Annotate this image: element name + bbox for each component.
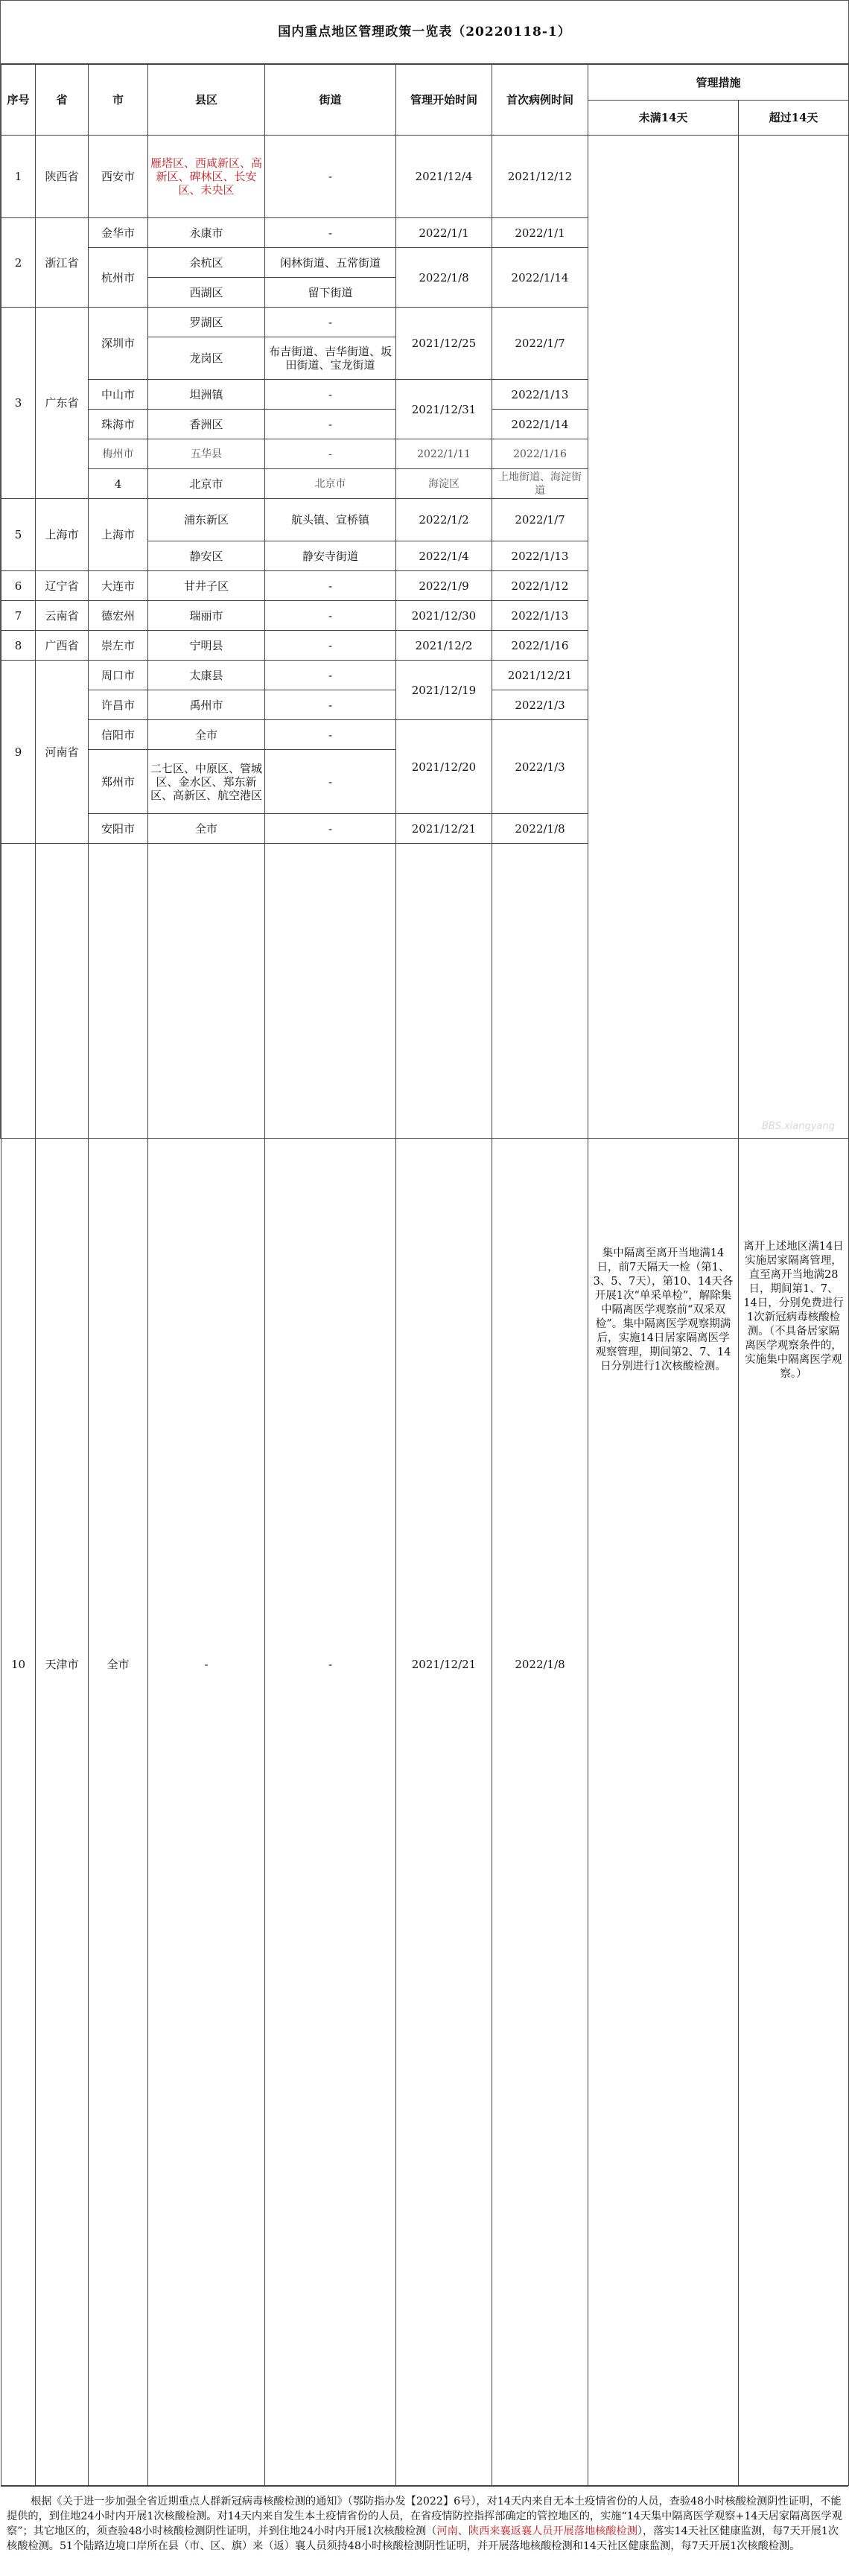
- cell-first-case: 2022/1/3: [492, 720, 588, 814]
- cell-street: -: [265, 814, 396, 844]
- header-street: 街道: [265, 65, 396, 136]
- cell-start: 2022/1/2: [396, 499, 492, 541]
- measure-over14: 离开上述地区满14日实施居家隔离管理，直至离开当地满28日，期间第1、7、14日，分别免费进行1次新冠病毒核酸检测。（不具备居家隔离医学观察条件的，实施集中隔离医学观察。）: [739, 136, 849, 2486]
- cell-county: 雁塔区、西咸新区、高新区、碑林区、长安区、未央区: [148, 136, 265, 218]
- cell-first-case: 2022/1/8: [492, 814, 588, 844]
- cell-city: 德宏州: [89, 601, 148, 631]
- cell-province: 云南省: [36, 601, 89, 631]
- header-first-case: 首次病例时间: [492, 65, 588, 136]
- cell-city: 深圳市: [89, 308, 148, 380]
- cell-seq: 1: [1, 136, 36, 218]
- cell-street: -: [265, 136, 396, 218]
- cell-start: 2021/12/2: [396, 631, 492, 661]
- header-seq: 序号: [1, 65, 36, 136]
- header-province: 省: [36, 65, 89, 136]
- cell-first-case: 2022/1/16: [492, 439, 588, 469]
- cell-city: 梅州市: [89, 439, 148, 469]
- note-highlight: 河南、陕西来襄返襄人员开展落地核酸检测: [436, 2525, 637, 2537]
- cell-county: 静安区: [148, 541, 265, 571]
- cell-province: 河南省: [36, 661, 89, 844]
- cell-city: 全市: [89, 844, 148, 2486]
- cell-street: 静安寺街道: [265, 541, 396, 571]
- cell-street: -: [265, 720, 396, 750]
- cell-province: 广西省: [36, 631, 89, 661]
- cell-county: 全市: [148, 720, 265, 750]
- cell-seq: 2: [1, 218, 36, 308]
- cell-first-case: 2022/1/8: [492, 844, 588, 2486]
- cell-city: 上海市: [89, 499, 148, 571]
- cell-start: 2021/12/20: [396, 720, 492, 814]
- cell-seq: 6: [1, 571, 36, 601]
- cell-street: -: [265, 844, 396, 2486]
- cell-county: 海淀区: [396, 469, 492, 499]
- cell-county: -: [148, 844, 265, 2486]
- cell-city: 中山市: [89, 380, 148, 410]
- cell-start: 2021/12/19: [396, 661, 492, 720]
- cell-street: -: [265, 690, 396, 720]
- cell-street: -: [265, 661, 396, 690]
- cell-street: -: [265, 631, 396, 661]
- cell-first-case: 2022/1/14: [492, 410, 588, 439]
- cell-first-case: 2022/1/12: [492, 571, 588, 601]
- cell-seq: 5: [1, 499, 36, 571]
- cell-province: 浙江省: [36, 218, 89, 308]
- cell-county: 香洲区: [148, 410, 265, 439]
- cell-county: 浦东新区: [148, 499, 265, 541]
- cell-first-case: 2021/12/21: [492, 661, 588, 690]
- cell-seq: 3: [1, 308, 36, 499]
- cell-street: -: [265, 218, 396, 248]
- cell-street: 闲林街道、五常街道: [265, 248, 396, 278]
- cell-province: 广东省: [36, 308, 89, 499]
- cell-county: 永康市: [148, 218, 265, 248]
- cell-start: 2022/1/11: [396, 439, 492, 469]
- cell-start: 2022/1/9: [396, 571, 492, 601]
- cell-county: 瑞丽市: [148, 601, 265, 631]
- cell-county: 禹州市: [148, 690, 265, 720]
- cell-county: 宁明县: [148, 631, 265, 661]
- cell-province: 天津市: [36, 844, 89, 2486]
- cell-province: 北京市: [148, 469, 265, 499]
- note-text-2: ），落实14天社区健康监测，每7天开展1次核酸检测。51个陆路边境口岸所在县（市、区、旗）来（返）襄人员须持48小时核酸检测阴性证明，并开展落地核酸检测和14天社区健康监测，每7天开展1次核酸检测。: [7, 2525, 839, 2552]
- cell-street: -: [265, 380, 396, 410]
- cell-start: 2021/12/31: [396, 380, 492, 439]
- cell-street: -: [265, 308, 396, 337]
- cell-street: 留下街道: [265, 278, 396, 308]
- header-city: 市: [89, 65, 148, 136]
- cell-county: 余杭区: [148, 248, 265, 278]
- cell-province: 辽宁省: [36, 571, 89, 601]
- cell-county: 西湖区: [148, 278, 265, 308]
- cell-city: 许昌市: [89, 690, 148, 720]
- cell-first-case: 2022/1/13: [492, 380, 588, 410]
- note-text-1: 根据《关于进一步加强全省近期重点人群新冠病毒核酸检测的通知》（鄂防指办发【2022】6号），对14天内来自无本土疫情省份的人员，查验48小时核酸检测阴性证明，不能提供的，到住地24小时内开展1次核酸检测。对14天内来自发生本土疫情省份的人员，在省疫情防控指挥部确定的管控地区的，实施“14天集中隔离医学观察+14天居家隔离医学观察”；其它地区的，须查验48小时核酸检测阴性证明，并到住地24小时内开展1次核酸检测（: [7, 2496, 842, 2537]
- cell-seq: 7: [1, 601, 36, 631]
- cell-start: 2022/1/8: [396, 248, 492, 308]
- cell-start: 2021/12/21: [396, 844, 492, 2486]
- cell-county: 龙岗区: [148, 337, 265, 380]
- header-county: 县区: [148, 65, 265, 136]
- cell-city: 信阳市: [89, 720, 148, 750]
- cell-county: 全市: [148, 814, 265, 844]
- cell-street: -: [265, 571, 396, 601]
- policy-table: [1, 64, 849, 2486]
- cell-start: 2021/12/25: [396, 308, 492, 380]
- cell-first-case: 2022/1/1: [492, 218, 588, 248]
- cell-first-case: 2022/1/7: [492, 499, 588, 541]
- cell-city: 崇左市: [89, 631, 148, 661]
- cell-street: 航头镇、宣桥镇: [265, 499, 396, 541]
- cell-street: -: [265, 410, 396, 439]
- cell-county: 甘井子区: [148, 571, 265, 601]
- cell-city: 安阳市: [89, 814, 148, 844]
- cell-first-case: 2022/1/16: [492, 631, 588, 661]
- cell-seq: 4: [89, 469, 148, 499]
- cell-county: 太康县: [148, 661, 265, 690]
- cell-start: 2021/12/30: [396, 601, 492, 631]
- cell-city: 金华市: [89, 218, 148, 248]
- cell-start: 2022/1/4: [396, 541, 492, 571]
- cell-first-case: 2022/1/7: [492, 308, 588, 380]
- cell-street: -: [265, 750, 396, 814]
- cell-first-case: 2022/1/13: [492, 541, 588, 571]
- cell-seq: 10: [1, 844, 36, 2486]
- cell-street: 上地街道、海淀街道: [492, 469, 588, 499]
- cell-city: 西安市: [89, 136, 148, 218]
- cell-city: 郑州市: [89, 750, 148, 814]
- cell-city: 大连市: [89, 571, 148, 601]
- cell-first-case: 2022/1/3: [492, 690, 588, 720]
- cell-city: 珠海市: [89, 410, 148, 439]
- cell-start: 2022/1/1: [396, 218, 492, 248]
- cell-first-case: 2021/12/12: [492, 136, 588, 218]
- cell-province: 陕西省: [36, 136, 89, 218]
- cell-county: 五华县: [148, 439, 265, 469]
- cell-start: 2021/12/21: [396, 814, 492, 844]
- cell-county: 二七区、中原区、管城区、金水区、郑东新区、高新区、航空港区: [148, 750, 265, 814]
- header-start: 管理开始时间: [396, 65, 492, 136]
- header-under14: 未满14天: [588, 101, 739, 136]
- cell-first-case: 2022/1/14: [492, 248, 588, 308]
- measure-under14: 集中隔离至离开当地满14日，前7天隔天一检（第1、3、5、7天），第10、14天各开展1次“单采单检”，解除集中隔离医学观察前“双采双检”。集中隔离医学观察期满后，实施14日居家隔离医学观察管理，期间第2、7、14日分别进行1次核酸检测。: [588, 136, 739, 2486]
- policy-note: [1, 2486, 848, 2576]
- cell-first-case: 2022/1/13: [492, 601, 588, 631]
- cell-street: 布吉街道、吉华街道、坂田街道、宝龙街道: [265, 337, 396, 380]
- cell-city: 北京市: [265, 469, 396, 499]
- cell-seq: 8: [1, 631, 36, 661]
- cell-seq: 9: [1, 661, 36, 844]
- header-over14: 超过14天: [739, 101, 849, 136]
- cell-county: 罗湖区: [148, 308, 265, 337]
- watermark: BBS.xiangyang: [761, 1121, 835, 1132]
- header-measures: 管理措施: [588, 65, 849, 101]
- cell-city: 周口市: [89, 661, 148, 690]
- cell-street: -: [265, 439, 396, 469]
- cell-province: 上海市: [36, 499, 89, 571]
- cell-city: 杭州市: [89, 248, 148, 308]
- cell-start: 2021/12/4: [396, 136, 492, 218]
- cell-street: -: [265, 601, 396, 631]
- cell-county: 坦洲镇: [148, 380, 265, 410]
- page-title: 国内重点地区管理政策一览表（20220118-1）: [1, 1, 848, 64]
